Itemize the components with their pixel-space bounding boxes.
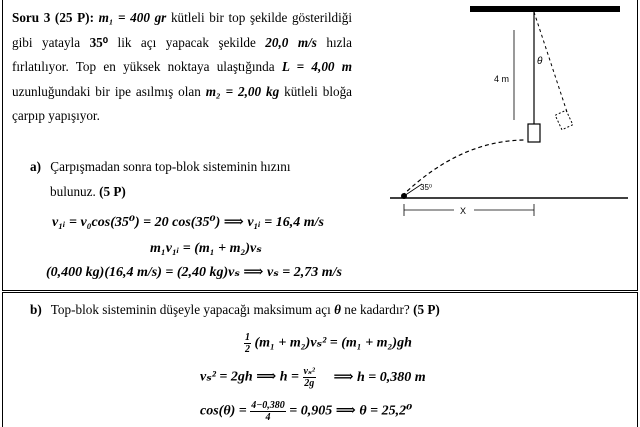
equation-text: ⟹ h = 0,380 m xyxy=(333,369,426,385)
h-fraction xyxy=(303,366,316,389)
part-a-equation-1: v₁ᵢ = v₀cos(35⁰) = 20 cos(35⁰) ⟹ v₁ᵢ = 16,4 m/s xyxy=(52,215,324,230)
equation-text: (m₁ + m₂)vₛ² = (m₁ + m₂)gh xyxy=(254,335,412,351)
part-b-label: b) xyxy=(30,302,42,317)
part-a-question xyxy=(30,154,350,204)
cos-fraction xyxy=(250,400,286,423)
equation-text: cos(θ) = xyxy=(200,403,247,419)
part-a-points: (5 P) xyxy=(99,184,126,199)
part-b-text: Top-blok sisteminin düşeyle yapacağı maksimum açı xyxy=(50,302,331,317)
problem-heading: Soru 3 (25 P): xyxy=(12,10,94,25)
equation-text: = 0,905 ⟹ θ = 25,2⁰ xyxy=(289,403,413,419)
part-a-text: bulunuz. xyxy=(50,184,96,199)
statement-text: hızla fırlatılıyor. Top en yüksek noktaya xyxy=(12,34,353,74)
problem-statement xyxy=(12,6,352,129)
x-label: X xyxy=(460,206,467,216)
part-a-equation-3: (0,400 kg)(16,4 m/s) = (2,40 kg)vₛ ⟹ vₛ = 2,73 m/s xyxy=(46,265,342,280)
part-b-equation-2 xyxy=(200,366,426,389)
half-fraction xyxy=(244,332,251,355)
theta-label: θ xyxy=(537,56,543,67)
launch-angle: 35⁰ xyxy=(89,34,109,50)
statement-text: lik açı yapacak şekilde xyxy=(117,34,256,50)
statement-text: gösterildiği gibi yatayla xyxy=(12,10,353,50)
equation-text: vₛ² = 2gh ⟹ h = xyxy=(200,369,300,385)
part-b-question xyxy=(30,302,440,318)
mass-m2: m₂ = 2,00 kg xyxy=(205,83,280,99)
angle-label: 35⁰ xyxy=(420,183,433,192)
part-a-text: Çarpışmadan sonra top-blok sisteminin hızını xyxy=(50,159,291,174)
fraction-denominator: 2g xyxy=(304,378,315,389)
statement-text: kütleli bloğa çarpıp yapışıyor. xyxy=(12,83,353,123)
fraction-denominator: 4 xyxy=(265,412,271,423)
statement-text: kütleli bir top şekilde xyxy=(170,10,288,25)
part-b-text: ne kadardır? xyxy=(344,302,410,317)
fraction-numerator: 4−0,380 xyxy=(251,400,285,411)
part-a-equation-2: m₁v₁ᵢ = (m₁ + m₂)vₛ xyxy=(150,241,262,256)
rope-length-label: 4 m xyxy=(494,74,510,84)
ceiling-bar xyxy=(470,6,620,12)
theta-symbol: θ xyxy=(334,302,341,317)
part-a-label: a) xyxy=(30,159,41,174)
displaced-block xyxy=(555,110,573,130)
statement-text: uzunluğundaki bir ipe asılmış olan xyxy=(12,83,201,99)
statement-text: ulaştığında xyxy=(216,59,275,74)
launch-speed: 20,0 m/s xyxy=(265,34,317,50)
part-b-points: (5 P) xyxy=(413,302,440,317)
mass-m1: m₁ = 400 gr xyxy=(98,10,167,25)
pendulum-figure xyxy=(390,0,630,230)
rope-length: L = 4,00 m xyxy=(281,59,353,74)
block xyxy=(528,124,540,142)
part-b-equation-3 xyxy=(200,400,412,423)
fraction-numerator: 1 xyxy=(245,332,250,343)
fraction-denominator: 2 xyxy=(245,344,250,355)
part-b-equation-1 xyxy=(244,332,412,355)
fraction-numerator: vₛ² xyxy=(303,366,315,377)
